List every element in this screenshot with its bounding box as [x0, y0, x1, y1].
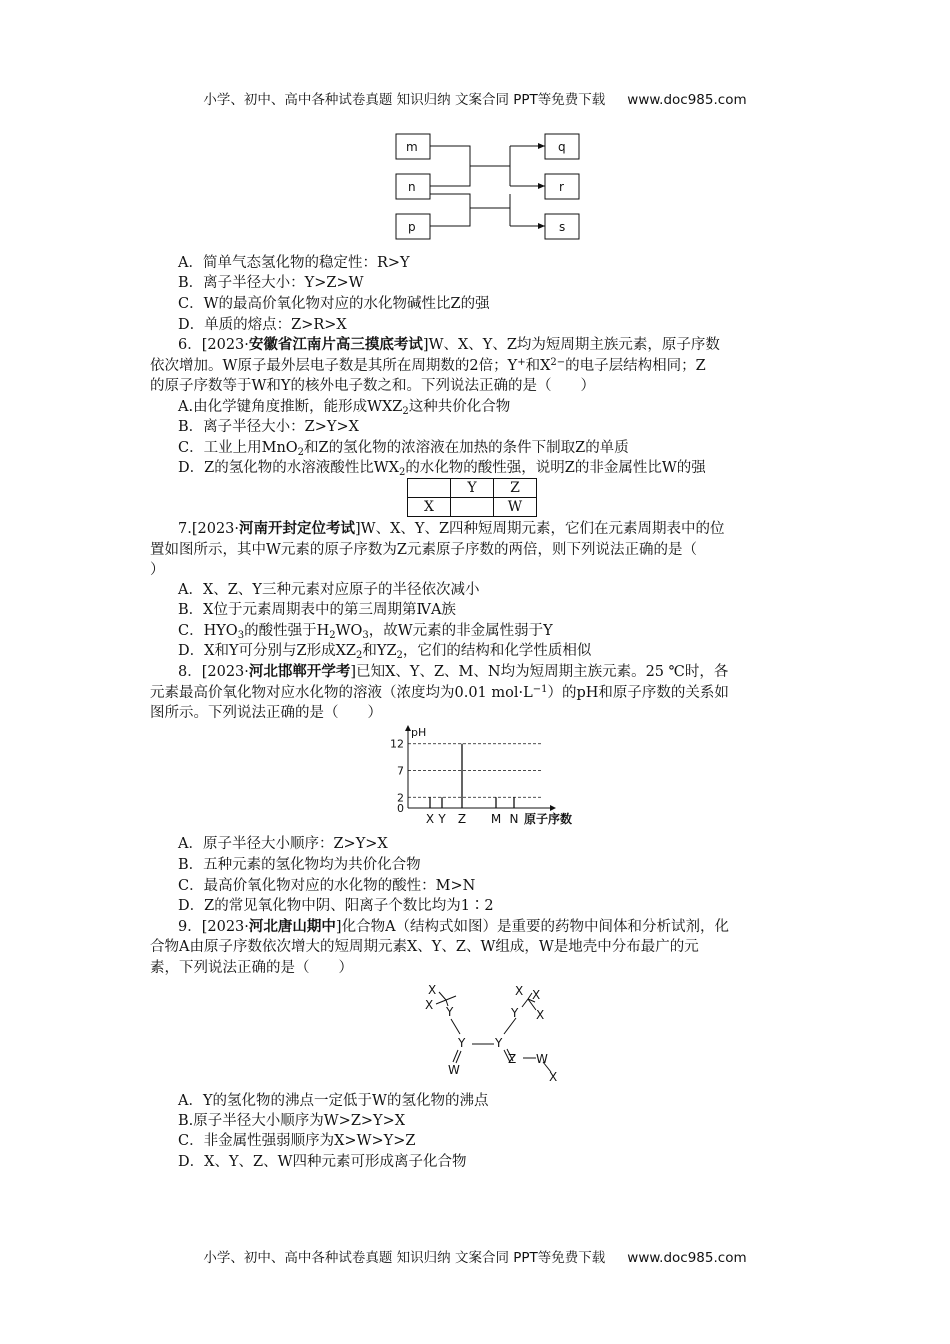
q9-option-a: A．Y的氢化物的沸点一定低于W的氢化物的沸点: [178, 1093, 489, 1109]
q6-stem-line3: 的原子序数等于W和Y的核外电子数之和。下列说法正确的是（ ）: [150, 378, 595, 394]
q7-option-a: A．X、Z、Y三种元素对应原子的半径依次减小: [178, 582, 480, 598]
y-axis-label: pH: [411, 726, 427, 739]
pt-cell-x: X: [408, 498, 451, 517]
q7-stem-line1: 7.[2023·河南开封定位考试]W、X、Y、Z四种短周期元素，它们在元素周期表中的位: [178, 520, 725, 537]
atom-x: X: [549, 1070, 558, 1084]
q9-stem-line1: 9．[2023·河北唐山期中]化合物A（结构式如图）是重要的药物中间体和分析试剂，化: [178, 918, 730, 935]
y-tick-label: 2: [397, 791, 404, 805]
q6-stem-line1: 6．[2023·安徽省江南片高三摸底考试]W、X、Y、Z均为短周期主族元素，原子序数: [178, 336, 720, 353]
q5-option-d: D．单质的熔点：Z>R>X: [178, 317, 347, 333]
q7-option-d: D．X和Y可分别与Z形成$XZ_2$和$YZ_2$，它们的结构和化学性质相似: [178, 643, 592, 661]
ph-chart: [390, 725, 590, 830]
structural-formula: [418, 982, 568, 1087]
atom-x: X: [425, 998, 434, 1012]
footer-text: 小学、初中、高中各种试卷真题 知识归纳 文案合同 PPT等免费下载: [203, 1250, 606, 1266]
pt-cell: [408, 479, 451, 498]
atom-y: Y: [446, 1005, 454, 1019]
atom-y: Y: [511, 1006, 519, 1020]
q8-option-a: A．原子半径大小顺序：Z>Y>X: [178, 836, 388, 852]
q8-option-d: D．Z的常见氧化物中阴、阳离子个数比均为1∶2: [178, 898, 494, 914]
header-text: 小学、初中、高中各种试卷真题 知识归纳 文案合同 PPT等免费下载: [203, 92, 606, 108]
page-footer: [0, 1246, 950, 1266]
node-m: m: [406, 140, 418, 154]
pt-cell: [451, 498, 494, 517]
atom-x: X: [536, 1008, 545, 1022]
atom-w: W: [448, 1063, 460, 1077]
node-q: q: [558, 140, 566, 154]
periodic-table-fragment: [407, 478, 537, 517]
atom-y: Y: [495, 1036, 503, 1050]
atom-x: X: [428, 983, 437, 997]
node-p: p: [408, 220, 416, 234]
y-tick-label: 0: [397, 802, 404, 815]
node-s: s: [559, 220, 566, 234]
x-axis-arrow: [550, 805, 556, 811]
q8-option-b: B．五种元素的氢化物均为共价化合物: [178, 857, 421, 873]
q9-option-d: D．X、Y、Z、W四种元素可形成离子化合物: [178, 1154, 467, 1170]
header-site: www.doc985.com: [627, 92, 747, 108]
q7-option-b: B．X位于元素周期表中的第三周期第ⅣA族: [178, 602, 456, 618]
pt-cell-w: W: [494, 498, 537, 517]
atom-z: Z: [508, 1052, 517, 1066]
q8-stem-line3: 图所示。下列说法正确的是（ ）: [150, 705, 382, 721]
q5-option-a: A．简单气态氢化物的稳定性：R>Y: [178, 255, 410, 271]
q6-option-b: B．离子半径大小：Z>Y>X: [178, 419, 359, 435]
flow-diagram: [395, 132, 585, 242]
page-header: [0, 88, 950, 108]
x-tick-label: N: [509, 812, 519, 826]
q5-option-b: B．离子半径大小：Y>Z>W: [178, 275, 364, 291]
node-n: n: [408, 180, 416, 194]
x-tick-label: Z: [457, 812, 467, 826]
x-axis-label: 原子序数: [524, 812, 573, 826]
atom-x: X: [515, 984, 524, 998]
q8-stem-line2: 元素最高价氧化物对应水化物的溶液（浓度均为0.01 $mol\cdot L^{-1}$）的pH和原子序数的关系如: [150, 684, 729, 701]
q7-stem-line2: 置如图所示，其中W元素的原子序数为Z元素原子序数的两倍，则下列说法正确的是（: [150, 542, 697, 558]
y-tick-label: 7: [397, 764, 404, 778]
atom-y: Y: [458, 1036, 466, 1050]
q6-option-a: A.由化学键角度推断，能形成$WXZ_2$这种共价化合物: [178, 399, 511, 417]
pt-cell-y: Y: [451, 479, 494, 498]
y-tick-label: 12: [390, 737, 404, 751]
q6-option-c: C．工业上用MnO$_2$和Z的氢化物的浓溶液在加热的条件下制取Z的单质: [178, 440, 629, 458]
q7-stem-line3: ）: [150, 562, 165, 578]
q5-option-c: C．W的最高价氧化物对应的水化物碱性比Z的强: [178, 296, 490, 312]
q7-option-c: C．$HYO_3$的酸性强于$H_2WO_3$，故W元素的非金属性弱于Y: [178, 623, 553, 641]
q9-stem-line2: 合物A由原子序数依次增大的短周期元素X、Y、Z、W组成，W是地壳中分布最广的元: [150, 939, 699, 955]
pt-cell-z: Z: [494, 479, 537, 498]
atom-x: X: [532, 988, 541, 1002]
q6-option-d: D．Z的氢化物的水溶液酸性比$WX_2$的水化物的酸性强，说明Z的非金属性比W的强: [178, 460, 706, 478]
atom-w: W: [536, 1052, 548, 1066]
x-tick-label: M: [490, 812, 502, 826]
x-tick-label: Y: [438, 812, 446, 826]
q9-option-b: B.原子半径大小顺序为W>Z>Y>X: [178, 1113, 406, 1129]
footer-site: www.doc985.com: [627, 1250, 747, 1266]
x-tick-label: X: [425, 812, 435, 826]
q9-stem-line3: 素，下列说法正确的是（ ）: [150, 960, 353, 976]
q9-option-c: C．非金属性强弱顺序为X>W>Y>Z: [178, 1133, 416, 1149]
q6-stem-line2: 依次增加。W原子最外层电子数是其所在周期数的2倍；Y+和$X^{2-}$的电子层结构相同；Z: [150, 357, 706, 374]
q8-option-c: C．最高价氧化物对应的水化物的酸性：M>N: [178, 878, 476, 894]
node-r: r: [559, 180, 564, 194]
q8-stem-line1: 8．[2023·河北邯郸开学考]已知X、Y、Z、M、N均为短周期主族元素。25 ℃时，各: [178, 663, 729, 680]
